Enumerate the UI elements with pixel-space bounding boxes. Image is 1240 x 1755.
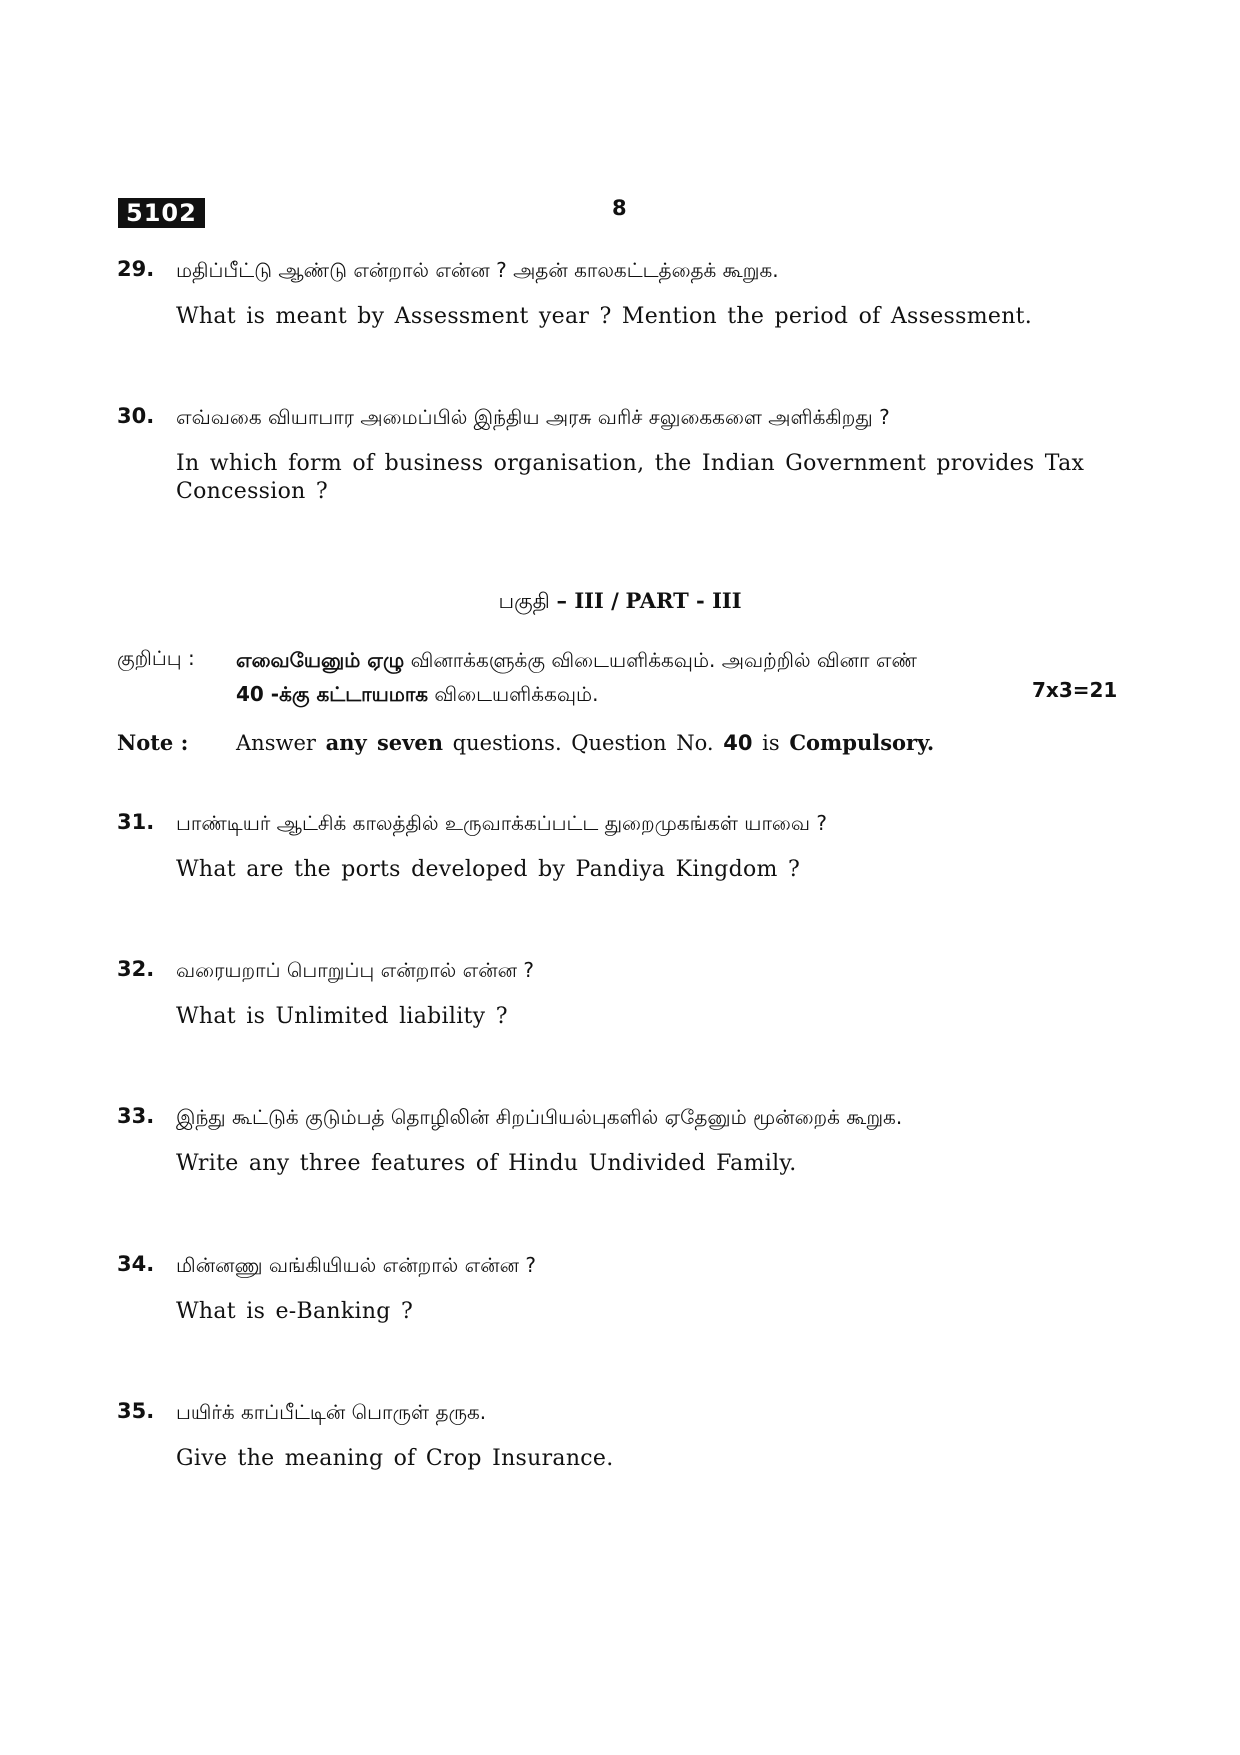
instruction-bold: எவையேனும் ஏழு: [236, 648, 405, 672]
question-text-english: What is Unlimited liability ?: [176, 1004, 508, 1029]
note-text: [236, 730, 934, 755]
question-text-tamil: இந்து கூட்டுக் குடும்பத் தொழிலின் சிறப்பியல்புகளில் ஏதேனும் மூன்றைக் கூறுக.: [176, 1105, 903, 1129]
note-bold: any seven: [325, 730, 443, 755]
instruction-text-tamil: [236, 643, 1116, 711]
question-number: 29.: [117, 257, 155, 281]
question-number: 30.: [117, 404, 155, 428]
question-text-tamil: வரையறாப் பொறுப்பு என்றால் என்ன ?: [176, 958, 534, 982]
note-text-part: Answer: [236, 731, 326, 755]
instruction-bold: 40 -க்கு கட்டாயமாக: [236, 682, 429, 706]
question-text-english: In which form of business organisation, the Indian Government provides Tax Concession ?: [176, 451, 1085, 504]
instruction-label-tamil: குறிப்பு :: [117, 646, 195, 670]
part-heading-roman: – III /: [556, 588, 619, 613]
marks-allocation: 7x3=21: [1032, 678, 1118, 702]
question-text-tamil: பாண்டியர் ஆட்சிக் காலத்தில் உருவாக்கப்பட்ட துறைமுகங்கள் யாவை ?: [176, 811, 827, 835]
question-text-english: What is meant by Assessment year ? Mention the period of Assessment.: [176, 304, 1033, 329]
instruction-text: வினாக்களுக்கு விடையளிக்கவும். அவற்றில் வினா எண்: [404, 648, 917, 672]
note-label: Note :: [117, 730, 189, 755]
part-heading-english: PART - III: [625, 588, 742, 613]
question-number: 31.: [117, 810, 155, 834]
question-number: 35.: [117, 1399, 155, 1423]
question-text-english: What are the ports developed by Pandiya Kingdom ?: [176, 857, 801, 882]
question-text-tamil: மதிப்பீட்டு ஆண்டு என்றால் என்ன ? அதன் காலகட்டத்தைக் கூறுக.: [176, 258, 779, 282]
page-number: 8: [612, 196, 627, 220]
instruction-text: விடையளிக்கவும்.: [428, 682, 599, 706]
question-number: 32.: [117, 957, 155, 981]
part-heading-tamil: பகுதி: [498, 589, 550, 613]
note-bold: 40: [723, 731, 753, 755]
question-number: 33.: [117, 1104, 155, 1128]
note-text-part: is: [752, 731, 790, 755]
question-number: 34.: [117, 1252, 155, 1276]
part-heading: [0, 588, 1240, 616]
note-text-part: questions. Question No.: [443, 731, 724, 755]
question-text-tamil: பயிர்க் காப்பீட்டின் பொருள் தருக.: [176, 1400, 487, 1424]
note-bold: Compulsory.: [789, 730, 935, 755]
question-text-tamil: மின்னணு வங்கியியல் என்றால் என்ன ?: [176, 1253, 536, 1277]
question-text-english: Write any three features of Hindu Undivided Family.: [176, 1151, 797, 1176]
question-text-english: What is e-Banking ?: [176, 1299, 414, 1324]
paper-code-badge: 5102: [118, 198, 205, 228]
question-text-english: Give the meaning of Crop Insurance.: [176, 1446, 614, 1471]
question-text-tamil: எவ்வகை வியாபார அமைப்பில் இந்திய அரசு வரிச் சலுகைகளை அளிக்கிறது ?: [176, 405, 890, 429]
